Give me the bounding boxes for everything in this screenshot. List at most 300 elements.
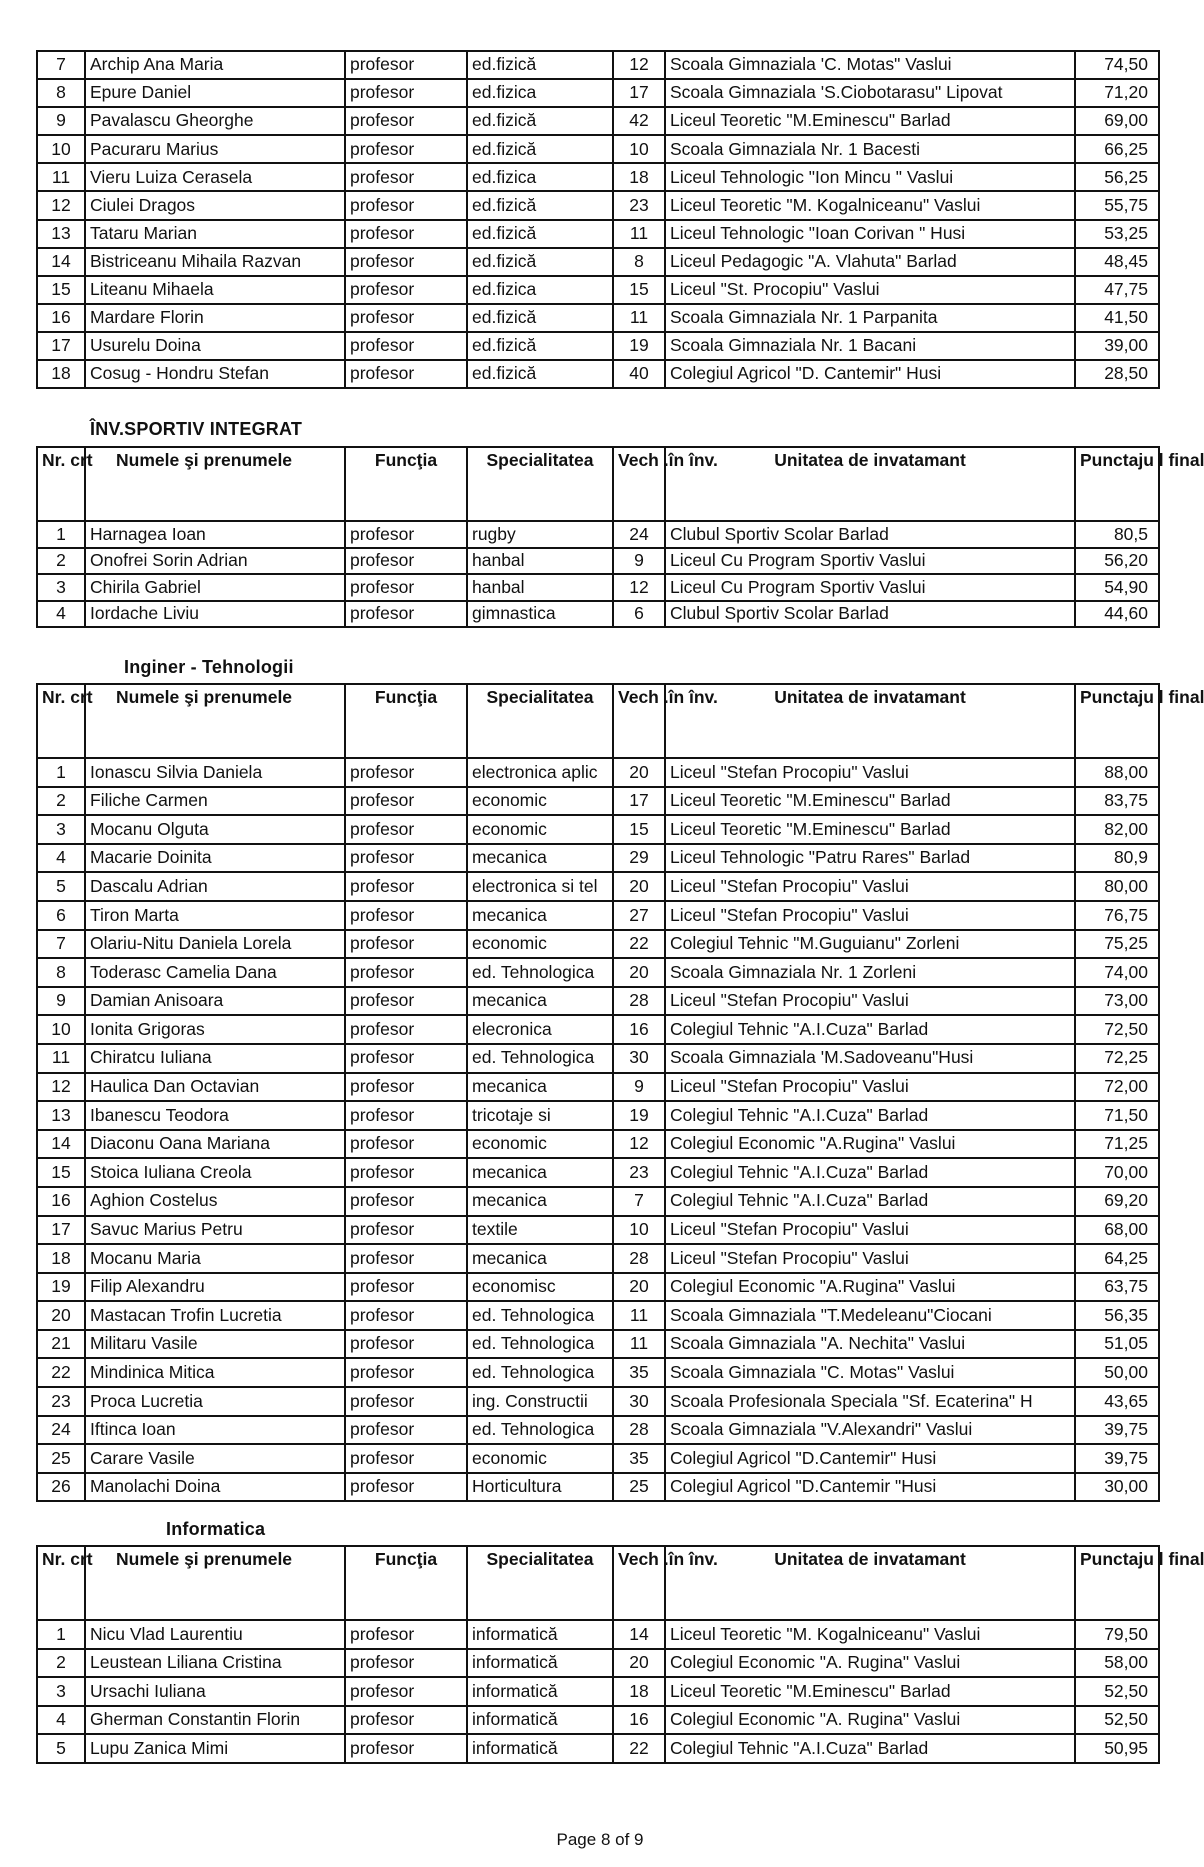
cell-seniority: 25: [613, 1473, 665, 1502]
cell-function: profesor: [345, 1101, 467, 1130]
table-edfizica: [36, 50, 1158, 389]
cell-unit: Colegiul Tehnic "A.I.Cuza" Barlad: [665, 1101, 1075, 1130]
cell-specialty: mecanica: [467, 844, 613, 873]
cell-name: Iordache Liviu: [85, 601, 345, 628]
cell-nr: 9: [37, 987, 85, 1016]
cell-score: 28,50: [1075, 360, 1159, 388]
cell-score: 83,75: [1075, 787, 1159, 816]
cell-name: Ionascu Silvia Daniela: [85, 758, 345, 787]
cell-specialty: informatică: [467, 1706, 613, 1735]
table-row: [37, 1244, 1159, 1273]
table-row: [37, 135, 1159, 163]
cell-nr: 14: [37, 1130, 85, 1159]
cell-score: 72,50: [1075, 1015, 1159, 1044]
cell-nr: 3: [37, 815, 85, 844]
table-row: [37, 220, 1159, 248]
cell-function: profesor: [345, 601, 467, 628]
cell-seniority: 15: [613, 815, 665, 844]
table-row: [37, 79, 1159, 107]
cell-score: 73,00: [1075, 987, 1159, 1016]
header-specialty: Specialitatea: [467, 684, 613, 758]
cell-name: Gherman Constantin Florin: [85, 1706, 345, 1735]
cell-score: 56,25: [1075, 163, 1159, 191]
cell-name: Macarie Doinita: [85, 844, 345, 873]
cell-seniority: 7: [613, 1187, 665, 1216]
cell-nr: 25: [37, 1444, 85, 1473]
cell-name: Carare Vasile: [85, 1444, 345, 1473]
cell-seniority: 14: [613, 1620, 665, 1649]
cell-nr: 10: [37, 1015, 85, 1044]
table-inginer: [36, 683, 1204, 1502]
cell-function: profesor: [345, 872, 467, 901]
cell-seniority: 6: [613, 601, 665, 628]
cell-nr: 8: [37, 79, 85, 107]
section-title-sport: ÎNV.SPORTIV INTEGRAT: [90, 419, 303, 439]
cell-name: Dascalu Adrian: [85, 872, 345, 901]
cell-score: 80,00: [1075, 872, 1159, 901]
cell-function: profesor: [345, 1273, 467, 1302]
cell-name: Ionita Grigoras: [85, 1015, 345, 1044]
cell-specialty: ed.fizică: [467, 220, 613, 248]
cell-score: 58,00: [1075, 1649, 1159, 1678]
cell-function: profesor: [345, 332, 467, 360]
table-row: [37, 815, 1159, 844]
cell-name: Ciulei Dragos: [85, 191, 345, 219]
cell-score: 52,50: [1075, 1677, 1159, 1706]
table-row: [37, 191, 1159, 219]
cell-unit: Scoala Profesionala Speciala "Sf. Ecaterina" H: [665, 1387, 1075, 1416]
table-row: [37, 1677, 1159, 1706]
cell-unit: Liceul Tehnologic "Ion Mincu " Vaslui: [665, 163, 1075, 191]
cell-score: 82,00: [1075, 815, 1159, 844]
cell-seniority: 10: [613, 135, 665, 163]
cell-name: Mastacan Trofin Lucretia: [85, 1301, 345, 1330]
cell-specialty: ed.fizica: [467, 276, 613, 304]
cell-name: Aghion Costelus: [85, 1187, 345, 1216]
cell-specialty: mecanica: [467, 1187, 613, 1216]
cell-function: profesor: [345, 1649, 467, 1678]
cell-specialty: rugby: [467, 521, 613, 548]
header-unit: Unitatea de invatamant: [665, 684, 1075, 758]
cell-name: Mindinica Mitica: [85, 1358, 345, 1387]
cell-name: Onofrei Sorin Adrian: [85, 548, 345, 575]
cell-name: Tataru Marian: [85, 220, 345, 248]
cell-nr: 11: [37, 163, 85, 191]
cell-score: 71,20: [1075, 79, 1159, 107]
section-title-informatica: Informatica: [166, 1519, 266, 1539]
cell-function: profesor: [345, 107, 467, 135]
cell-function: profesor: [345, 1244, 467, 1273]
cell-nr: 13: [37, 220, 85, 248]
cell-function: profesor: [345, 1187, 467, 1216]
cell-unit: Liceul Teoretic "M. Kogalniceanu" Vaslui: [665, 191, 1075, 219]
cell-unit: Liceul Pedagogic "A. Vlahuta" Barlad: [665, 248, 1075, 276]
cell-seniority: 11: [613, 1330, 665, 1359]
cell-seniority: 27: [613, 901, 665, 930]
cell-score: 72,00: [1075, 1073, 1159, 1102]
cell-specialty: informatică: [467, 1620, 613, 1649]
cell-function: profesor: [345, 844, 467, 873]
cell-unit: Liceul Cu Program Sportiv Vaslui: [665, 548, 1075, 575]
cell-function: profesor: [345, 191, 467, 219]
section-title-inginer: Inginer - Tehnologii: [124, 657, 294, 677]
cell-seniority: 10: [613, 1216, 665, 1245]
header-unit: Unitatea de invatamant: [665, 1546, 1075, 1620]
cell-name: Usurelu Doina: [85, 332, 345, 360]
table-body: [37, 521, 1159, 627]
cell-unit: Scoala Gimnaziala 'M.Sadoveanu"Husi: [665, 1044, 1075, 1073]
cell-unit: Liceul "St. Procopiu" Vaslui: [665, 276, 1075, 304]
cell-nr: 22: [37, 1358, 85, 1387]
cell-seniority: 35: [613, 1358, 665, 1387]
cell-score: 56,20: [1075, 548, 1159, 575]
header-nr: Nr. crt: [37, 447, 85, 521]
cell-unit: Colegiul Tehnic "A.I.Cuza" Barlad: [665, 1734, 1075, 1763]
cell-nr: 12: [37, 191, 85, 219]
cell-unit: Scoala Gimnaziala "V.Alexandri" Vaslui: [665, 1416, 1075, 1445]
cell-specialty: economic: [467, 815, 613, 844]
table-row: [37, 1273, 1159, 1302]
cell-name: Tiron Marta: [85, 901, 345, 930]
cell-nr: 26: [37, 1473, 85, 1502]
cell-nr: 2: [37, 548, 85, 575]
cell-seniority: 11: [613, 1301, 665, 1330]
cell-score: 43,65: [1075, 1387, 1159, 1416]
cell-score: 30,00: [1075, 1473, 1159, 1502]
cell-function: profesor: [345, 1301, 467, 1330]
header-nr: Nr. crt: [37, 684, 85, 758]
cell-score: 48,45: [1075, 248, 1159, 276]
table-row: [37, 1358, 1159, 1387]
cell-name: Stoica Iuliana Creola: [85, 1158, 345, 1187]
header-seniority: Vech .în înv.: [613, 684, 665, 758]
cell-seniority: 19: [613, 332, 665, 360]
cell-nr: 1: [37, 1620, 85, 1649]
cell-specialty: ed. Tehnologica: [467, 1330, 613, 1359]
cell-score: 50,95: [1075, 1734, 1159, 1763]
cell-seniority: 17: [613, 787, 665, 816]
cell-function: profesor: [345, 1473, 467, 1502]
cell-nr: 23: [37, 1387, 85, 1416]
header-score: Punctaju l final: [1075, 447, 1159, 521]
table-row: [37, 548, 1159, 575]
cell-specialty: ed.fizică: [467, 360, 613, 388]
cell-nr: 12: [37, 1073, 85, 1102]
cell-name: Haulica Dan Octavian: [85, 1073, 345, 1102]
table-row: [37, 1387, 1159, 1416]
table-row: [37, 1015, 1159, 1044]
cell-function: profesor: [345, 815, 467, 844]
header-name: Numele şi prenumele: [85, 1546, 345, 1620]
cell-seniority: 30: [613, 1044, 665, 1073]
cell-function: profesor: [345, 360, 467, 388]
table-sport: [36, 446, 1204, 628]
header-seniority: Vech .în înv.: [613, 1546, 665, 1620]
cell-name: Manolachi Doina: [85, 1473, 345, 1502]
table-row: [37, 248, 1159, 276]
table-row: [37, 844, 1159, 873]
cell-unit: Colegiul Economic "A.Rugina" Vaslui: [665, 1273, 1075, 1302]
cell-unit: Liceul Teoretic "M.Eminescu" Barlad: [665, 1677, 1075, 1706]
cell-function: profesor: [345, 1444, 467, 1473]
cell-score: 66,25: [1075, 135, 1159, 163]
cell-unit: Scoala Gimnaziala "T.Medeleanu"Ciocani: [665, 1301, 1075, 1330]
cell-seniority: 28: [613, 1416, 665, 1445]
table-row: [37, 1216, 1159, 1245]
cell-function: profesor: [345, 787, 467, 816]
header-specialty: Specialitatea: [467, 447, 613, 521]
table-row: [37, 1620, 1159, 1649]
cell-specialty: gimnastica: [467, 601, 613, 628]
cell-specialty: ed.fizică: [467, 51, 613, 79]
header-seniority: Vech .în înv.: [613, 447, 665, 521]
table-row: [37, 1473, 1159, 1502]
cell-name: Mardare Florin: [85, 304, 345, 332]
table-row: [37, 360, 1159, 388]
cell-function: profesor: [345, 51, 467, 79]
cell-name: Harnagea Ioan: [85, 521, 345, 548]
cell-name: Nicu Vlad Laurentiu: [85, 1620, 345, 1649]
cell-specialty: economic: [467, 930, 613, 959]
cell-specialty: ed.fizica: [467, 79, 613, 107]
table-row: [37, 987, 1159, 1016]
header-score: Punctaju l final: [1075, 1546, 1159, 1620]
cell-seniority: 22: [613, 1734, 665, 1763]
cell-score: 55,75: [1075, 191, 1159, 219]
table-row: [37, 901, 1159, 930]
cell-score: 88,00: [1075, 758, 1159, 787]
cell-name: Archip Ana Maria: [85, 51, 345, 79]
cell-function: profesor: [345, 1158, 467, 1187]
cell-specialty: electronica si tel: [467, 872, 613, 901]
cell-specialty: ed.fizică: [467, 332, 613, 360]
cell-seniority: 17: [613, 79, 665, 107]
cell-function: profesor: [345, 79, 467, 107]
table-row: [37, 332, 1159, 360]
cell-name: Savuc Marius Petru: [85, 1216, 345, 1245]
cell-nr: 6: [37, 901, 85, 930]
table-row: [37, 1649, 1159, 1678]
cell-seniority: 24: [613, 521, 665, 548]
cell-specialty: mecanica: [467, 1244, 613, 1273]
cell-score: 70,00: [1075, 1158, 1159, 1187]
cell-nr: 17: [37, 332, 85, 360]
cell-specialty: mecanica: [467, 1158, 613, 1187]
cell-seniority: 20: [613, 1273, 665, 1302]
cell-unit: Colegiul Tehnic "A.I.Cuza" Barlad: [665, 1158, 1075, 1187]
cell-unit: Colegiul Tehnic "M.Guguianu" Zorleni: [665, 930, 1075, 959]
cell-unit: Colegiul Agricol "D. Cantemir" Husi: [665, 360, 1075, 388]
cell-seniority: 20: [613, 1649, 665, 1678]
cell-unit: Liceul "Stefan Procopiu" Vaslui: [665, 758, 1075, 787]
cell-score: 53,25: [1075, 220, 1159, 248]
cell-seniority: 29: [613, 844, 665, 873]
cell-function: profesor: [345, 220, 467, 248]
cell-specialty: ed.fizică: [467, 135, 613, 163]
cell-function: profesor: [345, 1677, 467, 1706]
cell-seniority: 28: [613, 1244, 665, 1273]
cell-nr: 17: [37, 1216, 85, 1245]
table: [36, 683, 1204, 1502]
header-function: Funcţia: [345, 684, 467, 758]
cell-name: Toderasc Camelia Dana: [85, 958, 345, 987]
cell-score: 76,75: [1075, 901, 1159, 930]
cell-function: profesor: [345, 758, 467, 787]
table-row: [37, 758, 1159, 787]
table-row: [37, 1330, 1159, 1359]
cell-nr: 13: [37, 1101, 85, 1130]
cell-seniority: 11: [613, 220, 665, 248]
cell-function: profesor: [345, 1216, 467, 1245]
table-row: [37, 1044, 1159, 1073]
header-name: Numele şi prenumele: [85, 684, 345, 758]
cell-specialty: economic: [467, 787, 613, 816]
table-row: [37, 107, 1159, 135]
cell-function: profesor: [345, 1130, 467, 1159]
cell-name: Leustean Liliana Cristina: [85, 1649, 345, 1678]
cell-name: Mocanu Maria: [85, 1244, 345, 1273]
cell-unit: Colegiul Agricol "D.Cantemir" Husi: [665, 1444, 1075, 1473]
cell-score: 39,00: [1075, 332, 1159, 360]
cell-function: profesor: [345, 1620, 467, 1649]
cell-specialty: ed.fizica: [467, 163, 613, 191]
cell-score: 80,9: [1075, 844, 1159, 873]
cell-unit: Liceul "Stefan Procopiu" Vaslui: [665, 987, 1075, 1016]
cell-nr: 3: [37, 574, 85, 601]
cell-nr: 5: [37, 872, 85, 901]
cell-unit: Liceul Teoretic "M.Eminescu" Barlad: [665, 107, 1075, 135]
cell-score: 44,60: [1075, 601, 1159, 628]
cell-nr: 2: [37, 1649, 85, 1678]
cell-score: 74,50: [1075, 51, 1159, 79]
cell-seniority: 40: [613, 360, 665, 388]
cell-score: 69,00: [1075, 107, 1159, 135]
cell-unit: Scoala Gimnaziala "C. Motas" Vaslui: [665, 1358, 1075, 1387]
cell-score: 72,25: [1075, 1044, 1159, 1073]
cell-seniority: 28: [613, 987, 665, 1016]
cell-name: Damian Anisoara: [85, 987, 345, 1016]
cell-specialty: economic: [467, 1444, 613, 1473]
cell-nr: 2: [37, 787, 85, 816]
cell-score: 80,5: [1075, 521, 1159, 548]
table-row: [37, 1416, 1159, 1445]
cell-function: profesor: [345, 1387, 467, 1416]
table-row: [37, 872, 1159, 901]
table-row: [37, 1130, 1159, 1159]
table-header: [37, 1546, 1204, 1620]
cell-unit: Liceul Cu Program Sportiv Vaslui: [665, 574, 1075, 601]
table-row: [37, 1734, 1159, 1763]
cell-nr: 4: [37, 844, 85, 873]
cell-specialty: economic: [467, 1130, 613, 1159]
table: [36, 446, 1204, 628]
table-row: [37, 1444, 1159, 1473]
cell-specialty: ed.fizică: [467, 107, 613, 135]
cell-score: 71,25: [1075, 1130, 1159, 1159]
cell-score: 75,25: [1075, 930, 1159, 959]
cell-seniority: 18: [613, 163, 665, 191]
table-row: [37, 276, 1159, 304]
cell-seniority: 15: [613, 276, 665, 304]
cell-unit: Liceul "Stefan Procopiu" Vaslui: [665, 901, 1075, 930]
table-row: [37, 163, 1159, 191]
cell-seniority: 20: [613, 958, 665, 987]
header-function: Funcţia: [345, 447, 467, 521]
cell-specialty: ing. Constructii: [467, 1387, 613, 1416]
cell-specialty: Horticultura: [467, 1473, 613, 1502]
cell-score: 52,50: [1075, 1706, 1159, 1735]
cell-name: Liteanu Mihaela: [85, 276, 345, 304]
header-row: [37, 447, 1159, 521]
cell-seniority: 12: [613, 1130, 665, 1159]
cell-unit: Clubul Sportiv Scolar Barlad: [665, 521, 1075, 548]
header-function: Funcţia: [345, 1546, 467, 1620]
cell-unit: Liceul Teoretic "M.Eminescu" Barlad: [665, 787, 1075, 816]
table-row: [37, 1073, 1159, 1102]
cell-nr: 1: [37, 758, 85, 787]
cell-nr: 8: [37, 958, 85, 987]
cell-score: 47,75: [1075, 276, 1159, 304]
cell-name: Iftinca Ioan: [85, 1416, 345, 1445]
cell-seniority: 9: [613, 1073, 665, 1102]
cell-unit: Clubul Sportiv Scolar Barlad: [665, 601, 1075, 628]
cell-unit: Liceul Tehnologic "Ioan Corivan " Husi: [665, 220, 1075, 248]
cell-seniority: 22: [613, 930, 665, 959]
cell-nr: 19: [37, 1273, 85, 1302]
cell-function: profesor: [345, 135, 467, 163]
cell-name: Proca Lucretia: [85, 1387, 345, 1416]
cell-function: profesor: [345, 1330, 467, 1359]
cell-function: profesor: [345, 548, 467, 575]
cell-nr: 4: [37, 601, 85, 628]
table-row: [37, 958, 1159, 987]
cell-unit: Scoala Gimnaziala Nr. 1 Bacesti: [665, 135, 1075, 163]
cell-nr: 11: [37, 1044, 85, 1073]
cell-specialty: tricotaje si: [467, 1101, 613, 1130]
cell-function: profesor: [345, 1073, 467, 1102]
cell-function: profesor: [345, 248, 467, 276]
cell-score: 56,35: [1075, 1301, 1159, 1330]
cell-score: 74,00: [1075, 958, 1159, 987]
cell-nr: 18: [37, 1244, 85, 1273]
cell-specialty: informatică: [467, 1649, 613, 1678]
table-row: [37, 51, 1159, 79]
cell-specialty: hanbal: [467, 548, 613, 575]
cell-name: Diaconu Oana Mariana: [85, 1130, 345, 1159]
cell-score: 54,90: [1075, 574, 1159, 601]
cell-seniority: 23: [613, 191, 665, 219]
cell-function: profesor: [345, 901, 467, 930]
table-row: [37, 1187, 1159, 1216]
cell-nr: 15: [37, 276, 85, 304]
cell-nr: 7: [37, 51, 85, 79]
cell-name: Olariu-Nitu Daniela Lorela: [85, 930, 345, 959]
cell-function: profesor: [345, 276, 467, 304]
header-unit: Unitatea de invatamant: [665, 447, 1075, 521]
cell-unit: Colegiul Economic "A. Rugina" Vaslui: [665, 1706, 1075, 1735]
table-row: [37, 1706, 1159, 1735]
cell-specialty: mecanica: [467, 987, 613, 1016]
cell-seniority: 19: [613, 1101, 665, 1130]
cell-specialty: mecanica: [467, 1073, 613, 1102]
cell-seniority: 12: [613, 51, 665, 79]
cell-function: profesor: [345, 1706, 467, 1735]
cell-nr: 15: [37, 1158, 85, 1187]
cell-unit: Scoala Gimnaziala "A. Nechita" Vaslui: [665, 1330, 1075, 1359]
cell-name: Bistriceanu Mihaila Razvan: [85, 248, 345, 276]
page-footer: Page 8 of 9: [556, 1830, 644, 1849]
table-row: [37, 930, 1159, 959]
